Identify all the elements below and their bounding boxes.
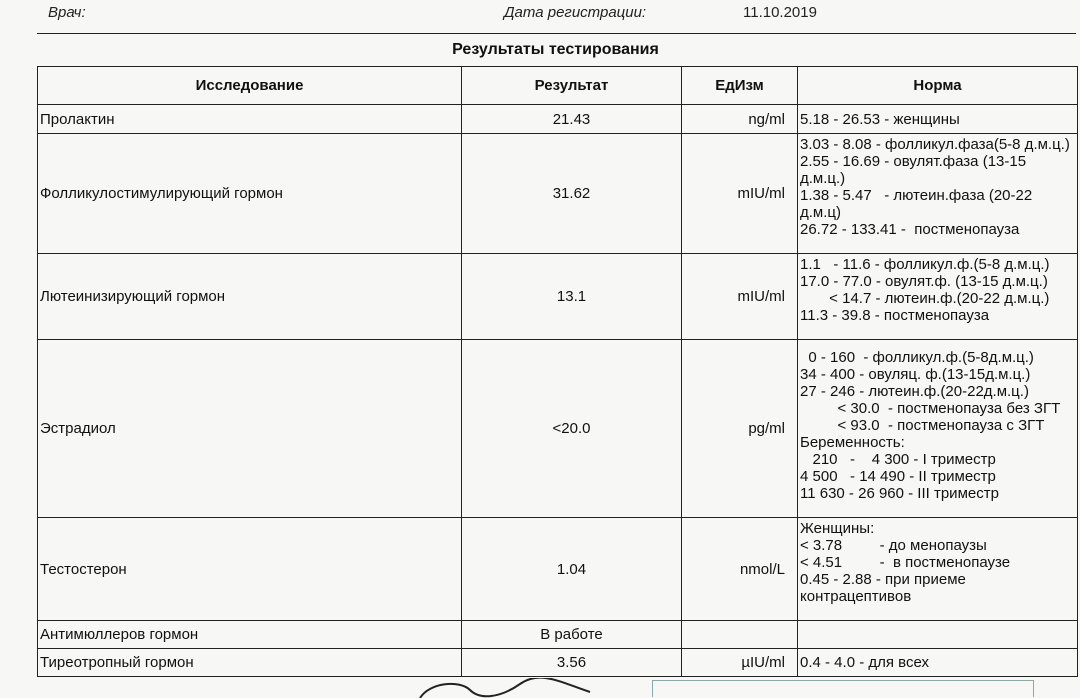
- column-header-test: Исследование: [38, 67, 462, 105]
- table-row: [38, 105, 1078, 134]
- results-table: [37, 66, 1078, 677]
- test-name: Эстрадиол: [38, 340, 462, 518]
- test-unit: nmol/L: [682, 518, 798, 621]
- test-norm: [798, 340, 1078, 518]
- test-name: Фолликулостимулирующий гормон: [38, 134, 462, 254]
- norm-line: 27 - 246 - лютеин.ф.(20-22д.м.ц.): [800, 383, 1029, 400]
- test-unit: pg/ml: [682, 340, 798, 518]
- norm-line: 0.45 - 2.88 - при приеме: [800, 571, 966, 588]
- norm-line: Женщины:: [800, 520, 875, 537]
- table-row: [38, 340, 1078, 518]
- test-name: Пролактин: [38, 105, 462, 134]
- norm-line: < 14.7 - лютеин.ф.(20-22 д.м.ц.): [800, 290, 1050, 307]
- test-result: В работе: [462, 621, 682, 649]
- norm-line: 17.0 - 77.0 - овулят.ф. (13-15 д.м.ц.): [800, 273, 1048, 290]
- norm-line: д.м.ц.): [800, 170, 846, 187]
- test-norm: [798, 134, 1078, 254]
- test-unit: ng/ml: [682, 105, 798, 134]
- test-unit: [682, 621, 798, 649]
- norm-line: 1.38 - 5.47 - лютеин.фаза (20-22: [800, 187, 1033, 204]
- norm-line: 26.72 - 133.41 - постменопауза: [800, 221, 1020, 238]
- norm-line: 4 500 - 14 490 - II триместр: [800, 468, 996, 485]
- test-unit: mIU/ml: [682, 254, 798, 340]
- test-norm: [798, 105, 1078, 134]
- test-norm: [798, 621, 1078, 649]
- test-result: 13.1: [462, 254, 682, 340]
- column-header-norm: Норма: [798, 67, 1078, 105]
- header-divider: [37, 33, 1076, 34]
- column-header-unit: ЕдИзм: [682, 67, 798, 105]
- norm-line: 3.03 - 8.08 - фолликул.фаза(5-8 д.м.ц.): [800, 136, 1070, 153]
- norm-line: д.м.ц): [800, 204, 841, 221]
- table-row: [38, 649, 1078, 677]
- registration-date-value: 11.10.2019: [743, 4, 817, 21]
- test-norm: [798, 518, 1078, 621]
- column-header-result: Результат: [462, 67, 682, 105]
- signature: [400, 678, 610, 698]
- doctor-label: Врач:: [48, 4, 86, 21]
- norm-line: контрацептивов: [800, 588, 912, 605]
- norm-line: 11 630 - 26 960 - III триместр: [800, 485, 999, 502]
- norm-line: 2.55 - 16.69 - овулят.фаза (13-15: [800, 153, 1027, 170]
- test-norm: [798, 649, 1078, 677]
- test-name: Тестостерон: [38, 518, 462, 621]
- test-name: Лютеинизирующий гормон: [38, 254, 462, 340]
- norm-line: 34 - 400 - овуляц. ф.(13-15д.м.ц.): [800, 366, 1031, 383]
- test-name: Антимюллеров гормон: [38, 621, 462, 649]
- norm-line: 5.18 - 26.53 - женщины: [800, 110, 960, 128]
- registration-date-label: Дата регистрации:: [504, 4, 647, 21]
- test-result: 31.62: [462, 134, 682, 254]
- page-title: Результаты тестирования: [452, 41, 659, 58]
- test-result: 3.56: [462, 649, 682, 677]
- test-result: 1.04: [462, 518, 682, 621]
- test-result: <20.0: [462, 340, 682, 518]
- test-unit: mIU/ml: [682, 134, 798, 254]
- table-row: [38, 254, 1078, 340]
- test-unit: µIU/ml: [682, 649, 798, 677]
- stamp: [652, 680, 1034, 697]
- norm-line: Беременность:: [800, 434, 905, 451]
- table-row: [38, 134, 1078, 254]
- table-header-row: [38, 67, 1078, 105]
- norm-line: 210 - 4 300 - I триместр: [800, 451, 996, 468]
- norm-line: < 4.51 - в постменопаузе: [800, 554, 1011, 571]
- norm-line: 1.1 - 11.6 - фолликул.ф.(5-8 д.м.ц.): [800, 256, 1050, 273]
- test-name: Тиреотропный гормон: [38, 649, 462, 677]
- norm-line: 0.4 - 4.0 - для всех: [800, 654, 929, 671]
- table-row: [38, 621, 1078, 649]
- test-result: 21.43: [462, 105, 682, 134]
- norm-line: 11.3 - 39.8 - постменопауза: [800, 307, 990, 324]
- norm-line: < 93.0 - постменопауза с ЗГТ: [800, 417, 1045, 434]
- norm-line: 0 - 160 - фолликул.ф.(5-8д.м.ц.): [800, 349, 1034, 366]
- norm-line: < 30.0 - постменопауза без ЗГТ: [800, 400, 1061, 417]
- test-norm: [798, 254, 1078, 340]
- table-row: [38, 518, 1078, 621]
- norm-line: < 3.78 - до менопаузы: [800, 537, 987, 554]
